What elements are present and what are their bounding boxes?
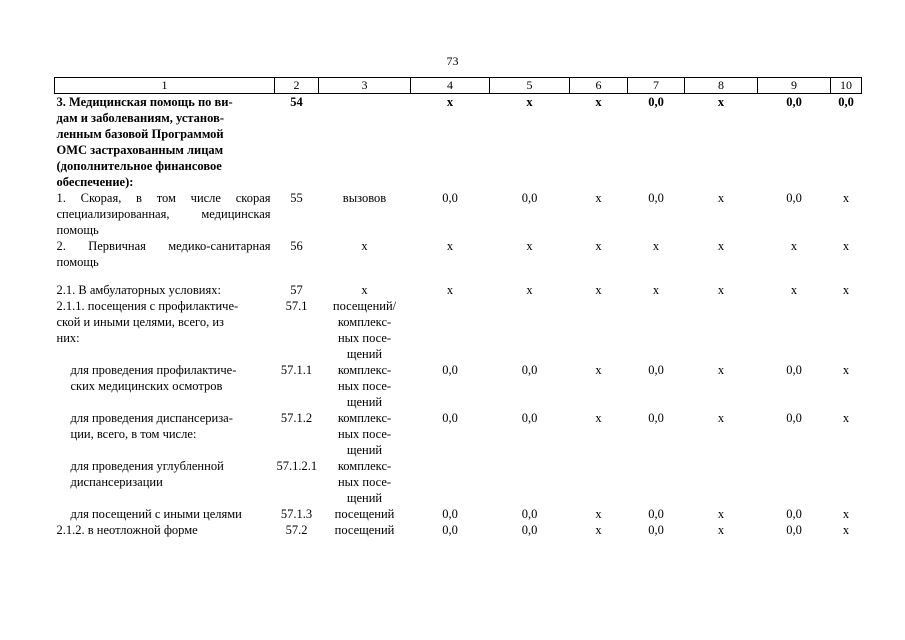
cell-col-5 xyxy=(490,458,570,506)
row-code: 57 xyxy=(290,283,303,297)
column-header-6: 6 xyxy=(570,78,628,94)
cell-col-6: х xyxy=(595,283,602,297)
cell-col-9 xyxy=(758,298,831,362)
row-name: для проведения углубленной диспансеризации xyxy=(70,459,224,489)
row-code: 57.1 xyxy=(285,299,308,313)
cell-col-9 xyxy=(758,458,831,506)
row-name: 2.1.2. в неотложной форме xyxy=(56,523,198,537)
cell-col-8: х xyxy=(717,411,725,425)
table-row xyxy=(55,282,862,298)
column-header-9: 9 xyxy=(758,78,831,94)
column-header-3: 3 xyxy=(319,78,411,94)
table-row xyxy=(55,190,862,238)
cell-col-8: х xyxy=(717,363,725,377)
cell-col-7: 0,0 xyxy=(648,363,664,377)
row-unit: вызовов xyxy=(342,191,387,205)
cell-col-5: х xyxy=(526,283,533,297)
cell-col-10: х xyxy=(842,283,850,297)
row-unit: комплекс- ных посе- щений xyxy=(337,411,392,457)
table-row xyxy=(55,298,862,362)
row-unit: комплекс- ных посе- щений xyxy=(337,363,392,409)
row-code: 57.1.2 xyxy=(280,411,313,425)
column-header-10: 10 xyxy=(831,78,862,94)
table-row xyxy=(55,506,862,522)
row-name: 3. Медицинская помощь по ви- дам и заболеваниям, установ- ленным базовой Программой ОМС застрахованным лицам (дополнительное финансовое обеспечение): xyxy=(56,95,233,189)
cell-col-8: х xyxy=(717,507,725,521)
cell-col-7: 0,0 xyxy=(648,507,664,521)
cell-col-9: 0,0 xyxy=(786,191,802,205)
cell-col-5: 0,0 xyxy=(521,523,538,537)
row-unit xyxy=(319,94,411,191)
row-code: 55 xyxy=(290,191,303,205)
cell-col-7: 0,0 xyxy=(648,191,664,205)
cell-col-4: х xyxy=(446,95,454,109)
column-header-4: 4 xyxy=(411,78,490,94)
row-name: 1. Скорая, в том числе скорая специализированная, медицинская помощь xyxy=(56,191,271,237)
row-code: 57.2 xyxy=(285,523,308,537)
cell-col-4: 0,0 xyxy=(442,411,458,425)
row-unit: посещений xyxy=(334,507,395,521)
cell-col-5: 0,0 xyxy=(521,411,538,425)
cell-col-6 xyxy=(570,458,628,506)
cell-col-10: х xyxy=(842,523,850,537)
cell-col-8 xyxy=(685,458,758,506)
row-name: для посещений с иными целями xyxy=(70,507,242,521)
cell-col-6: х xyxy=(595,239,602,253)
cell-col-4: 0,0 xyxy=(442,507,458,521)
row-unit: х xyxy=(361,239,368,253)
cell-col-6: х xyxy=(595,363,602,377)
row-code: 57.1.1 xyxy=(280,363,313,377)
table-row xyxy=(55,458,862,506)
table-row xyxy=(55,238,862,282)
cell-col-4: 0,0 xyxy=(442,363,458,377)
table-header xyxy=(55,78,862,94)
cell-col-6: х xyxy=(595,411,602,425)
cell-col-6: х xyxy=(595,95,602,109)
cell-col-10 xyxy=(831,458,862,506)
column-header-8: 8 xyxy=(685,78,758,94)
cell-col-9: 0,0 xyxy=(786,523,802,537)
column-header-1: 1 xyxy=(55,78,275,94)
row-name: для проведения диспансериза- ции, всего, в том числе: xyxy=(70,411,233,441)
cell-col-10: 0,0 xyxy=(838,95,854,109)
row-code: 54 xyxy=(290,95,303,109)
row-unit: посещений/ комплекс- ных посе- щений xyxy=(332,299,397,361)
cell-col-10: х xyxy=(842,239,850,253)
cell-col-9: 0,0 xyxy=(786,411,802,425)
cell-col-6 xyxy=(570,298,628,362)
row-name: 2.1.1. посещения с профилактиче- ской и иными целями, всего, из них: xyxy=(56,299,239,345)
table-row xyxy=(55,410,862,458)
cell-col-9: 0,0 xyxy=(786,95,802,109)
cell-col-4: 0,0 xyxy=(442,191,458,205)
cell-col-6: х xyxy=(595,191,602,205)
table-row xyxy=(55,362,862,410)
cell-col-9: х xyxy=(790,283,798,297)
cell-col-8: х xyxy=(717,239,725,253)
cell-col-4: х xyxy=(446,283,454,297)
page-number: 73 xyxy=(446,54,459,68)
header-row xyxy=(55,78,862,94)
table-row xyxy=(55,522,862,538)
cell-col-7: х xyxy=(652,283,660,297)
cell-col-10: х xyxy=(842,411,850,425)
row-name: 2. Первичная медико-санитарная помощь xyxy=(56,239,271,269)
table-row xyxy=(55,94,862,191)
cell-col-6: х xyxy=(595,507,602,521)
cell-col-5 xyxy=(490,298,570,362)
column-header-7: 7 xyxy=(628,78,685,94)
cell-col-5: 0,0 xyxy=(521,363,538,377)
row-code: 57.1.2.1 xyxy=(276,459,318,473)
cell-col-8: х xyxy=(717,283,725,297)
cell-col-8 xyxy=(685,298,758,362)
cell-col-6: х xyxy=(595,523,602,537)
cell-col-7: 0,0 xyxy=(648,411,664,425)
row-code: 56 xyxy=(290,239,303,253)
cell-col-9: 0,0 xyxy=(786,363,802,377)
row-unit: х xyxy=(361,283,368,297)
row-name: для проведения профилактиче- ских медицинских осмотров xyxy=(70,363,237,393)
column-header-2: 2 xyxy=(275,78,319,94)
data-table xyxy=(54,77,862,538)
cell-col-5: х xyxy=(526,239,533,253)
cell-col-10: х xyxy=(842,363,850,377)
cell-col-5: 0,0 xyxy=(521,507,538,521)
cell-col-10: х xyxy=(842,191,850,205)
cell-col-5: 0,0 xyxy=(521,191,538,205)
cell-col-7: х xyxy=(652,239,660,253)
cell-col-9: х xyxy=(790,239,798,253)
cell-col-7: 0,0 xyxy=(648,523,664,537)
column-header-5: 5 xyxy=(490,78,570,94)
cell-col-4: х xyxy=(446,239,454,253)
cell-col-8: х xyxy=(717,191,725,205)
cell-col-4 xyxy=(411,298,490,362)
row-unit: комплекс- ных посе- щений xyxy=(337,459,392,505)
cell-col-4 xyxy=(411,458,490,506)
cell-col-10: х xyxy=(842,507,850,521)
cell-col-8: х xyxy=(717,523,725,537)
cell-col-7: 0,0 xyxy=(648,95,664,109)
cell-col-7 xyxy=(628,458,685,506)
cell-col-8: х xyxy=(717,95,725,109)
row-code: 57.1.3 xyxy=(280,507,313,521)
cell-col-10 xyxy=(831,298,862,362)
table-body xyxy=(55,94,862,539)
row-name: 2.1. В амбулаторных условиях: xyxy=(56,283,221,297)
cell-col-9: 0,0 xyxy=(786,507,802,521)
row-unit: посещений xyxy=(334,523,395,537)
cell-col-7 xyxy=(628,298,685,362)
cell-col-4: 0,0 xyxy=(442,523,458,537)
cell-col-5: х xyxy=(526,95,533,109)
